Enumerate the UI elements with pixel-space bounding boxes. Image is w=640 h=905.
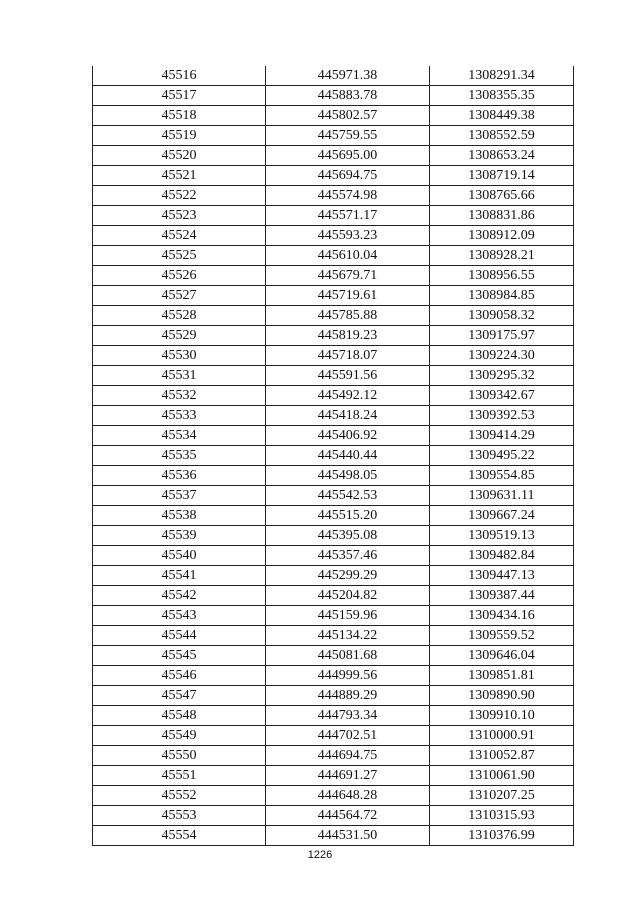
point-id-cell: 45526 xyxy=(93,266,266,286)
point-id-cell: 45518 xyxy=(93,106,266,126)
table-row xyxy=(93,566,574,586)
x-coordinate-cell: 444531.50 xyxy=(266,826,430,846)
x-coordinate-cell: 444702.51 xyxy=(266,726,430,746)
point-id-cell: 45542 xyxy=(93,586,266,606)
point-id-cell: 45519 xyxy=(93,126,266,146)
y-coordinate-cell: 1309910.10 xyxy=(430,706,574,726)
x-coordinate-cell: 445694.75 xyxy=(266,166,430,186)
table-row xyxy=(93,466,574,486)
point-id-cell: 45540 xyxy=(93,546,266,566)
x-coordinate-cell: 445819.23 xyxy=(266,326,430,346)
table-row xyxy=(93,446,574,466)
y-coordinate-cell: 1309559.52 xyxy=(430,626,574,646)
y-coordinate-cell: 1310315.93 xyxy=(430,806,574,826)
point-id-cell: 45533 xyxy=(93,406,266,426)
page-number: 1226 xyxy=(307,849,333,861)
table-row xyxy=(93,726,574,746)
x-coordinate-cell: 445395.08 xyxy=(266,526,430,546)
point-id-cell: 45531 xyxy=(93,366,266,386)
point-id-cell: 45547 xyxy=(93,686,266,706)
x-coordinate-cell: 445357.46 xyxy=(266,546,430,566)
table-row xyxy=(93,706,574,726)
point-id-cell: 45521 xyxy=(93,166,266,186)
point-id-cell: 45543 xyxy=(93,606,266,626)
x-coordinate-cell: 445802.57 xyxy=(266,106,430,126)
y-coordinate-cell: 1309851.81 xyxy=(430,666,574,686)
point-id-cell: 45524 xyxy=(93,226,266,246)
coordinate-table-body xyxy=(93,66,574,846)
point-id-cell: 45546 xyxy=(93,666,266,686)
table-row xyxy=(93,126,574,146)
point-id-cell: 45544 xyxy=(93,626,266,646)
table-row xyxy=(93,246,574,266)
table-row xyxy=(93,166,574,186)
table-row xyxy=(93,426,574,446)
table-row xyxy=(93,486,574,506)
point-id-cell: 45541 xyxy=(93,566,266,586)
y-coordinate-cell: 1309387.44 xyxy=(430,586,574,606)
point-id-cell: 45549 xyxy=(93,726,266,746)
x-coordinate-cell: 444694.75 xyxy=(266,746,430,766)
x-coordinate-cell: 445610.04 xyxy=(266,246,430,266)
table-row xyxy=(93,86,574,106)
point-id-cell: 45553 xyxy=(93,806,266,826)
y-coordinate-cell: 1308956.55 xyxy=(430,266,574,286)
table-row xyxy=(93,526,574,546)
x-coordinate-cell: 445299.29 xyxy=(266,566,430,586)
point-id-cell: 45530 xyxy=(93,346,266,366)
y-coordinate-cell: 1310000.91 xyxy=(430,726,574,746)
x-coordinate-cell: 444889.29 xyxy=(266,686,430,706)
table-row xyxy=(93,406,574,426)
x-coordinate-cell: 444793.34 xyxy=(266,706,430,726)
point-id-cell: 45545 xyxy=(93,646,266,666)
point-id-cell: 45525 xyxy=(93,246,266,266)
table-row xyxy=(93,626,574,646)
y-coordinate-cell: 1308653.24 xyxy=(430,146,574,166)
table-row xyxy=(93,586,574,606)
y-coordinate-cell: 1310052.87 xyxy=(430,746,574,766)
y-coordinate-cell: 1309482.84 xyxy=(430,546,574,566)
x-coordinate-cell: 444648.28 xyxy=(266,786,430,806)
table-row xyxy=(93,826,574,846)
x-coordinate-cell: 445719.61 xyxy=(266,286,430,306)
point-id-cell: 45528 xyxy=(93,306,266,326)
coordinate-table xyxy=(92,66,574,846)
table-row xyxy=(93,286,574,306)
y-coordinate-cell: 1308984.85 xyxy=(430,286,574,306)
x-coordinate-cell: 445883.78 xyxy=(266,86,430,106)
y-coordinate-cell: 1310061.90 xyxy=(430,766,574,786)
y-coordinate-cell: 1308719.14 xyxy=(430,166,574,186)
table-row xyxy=(93,546,574,566)
y-coordinate-cell: 1308355.35 xyxy=(430,86,574,106)
point-id-cell: 45516 xyxy=(93,66,266,86)
y-coordinate-cell: 1308765.66 xyxy=(430,186,574,206)
table-row xyxy=(93,186,574,206)
table-row xyxy=(93,266,574,286)
y-coordinate-cell: 1309646.04 xyxy=(430,646,574,666)
y-coordinate-cell: 1309667.24 xyxy=(430,506,574,526)
x-coordinate-cell: 444999.56 xyxy=(266,666,430,686)
y-coordinate-cell: 1309495.22 xyxy=(430,446,574,466)
point-id-cell: 45551 xyxy=(93,766,266,786)
x-coordinate-cell: 445593.23 xyxy=(266,226,430,246)
point-id-cell: 45523 xyxy=(93,206,266,226)
y-coordinate-cell: 1309342.67 xyxy=(430,386,574,406)
table-row xyxy=(93,666,574,686)
point-id-cell: 45517 xyxy=(93,86,266,106)
x-coordinate-cell: 445542.53 xyxy=(266,486,430,506)
table-row xyxy=(93,346,574,366)
x-coordinate-cell: 445440.44 xyxy=(266,446,430,466)
table-row xyxy=(93,646,574,666)
table-row xyxy=(93,746,574,766)
y-coordinate-cell: 1308291.34 xyxy=(430,66,574,86)
y-coordinate-cell: 1308831.86 xyxy=(430,206,574,226)
point-id-cell: 45552 xyxy=(93,786,266,806)
x-coordinate-cell: 445574.98 xyxy=(266,186,430,206)
x-coordinate-cell: 445759.55 xyxy=(266,126,430,146)
y-coordinate-cell: 1309175.97 xyxy=(430,326,574,346)
y-coordinate-cell: 1309554.85 xyxy=(430,466,574,486)
table-row xyxy=(93,106,574,126)
x-coordinate-cell: 445695.00 xyxy=(266,146,430,166)
x-coordinate-cell: 445159.96 xyxy=(266,606,430,626)
x-coordinate-cell: 444564.72 xyxy=(266,806,430,826)
y-coordinate-cell: 1308552.59 xyxy=(430,126,574,146)
table-row xyxy=(93,146,574,166)
table-row xyxy=(93,686,574,706)
y-coordinate-cell: 1309224.30 xyxy=(430,346,574,366)
table-row xyxy=(93,806,574,826)
x-coordinate-cell: 445571.17 xyxy=(266,206,430,226)
point-id-cell: 45527 xyxy=(93,286,266,306)
y-coordinate-cell: 1309447.13 xyxy=(430,566,574,586)
x-coordinate-cell: 445406.92 xyxy=(266,426,430,446)
table-row xyxy=(93,226,574,246)
x-coordinate-cell: 445515.20 xyxy=(266,506,430,526)
x-coordinate-cell: 445971.38 xyxy=(266,66,430,86)
point-id-cell: 45554 xyxy=(93,826,266,846)
y-coordinate-cell: 1309414.29 xyxy=(430,426,574,446)
x-coordinate-cell: 445492.12 xyxy=(266,386,430,406)
point-id-cell: 45538 xyxy=(93,506,266,526)
x-coordinate-cell: 444691.27 xyxy=(266,766,430,786)
point-id-cell: 45529 xyxy=(93,326,266,346)
x-coordinate-cell: 445591.56 xyxy=(266,366,430,386)
y-coordinate-cell: 1309890.90 xyxy=(430,686,574,706)
x-coordinate-cell: 445204.82 xyxy=(266,586,430,606)
point-id-cell: 45536 xyxy=(93,466,266,486)
x-coordinate-cell: 445679.71 xyxy=(266,266,430,286)
y-coordinate-cell: 1308449.38 xyxy=(430,106,574,126)
y-coordinate-cell: 1309519.13 xyxy=(430,526,574,546)
x-coordinate-cell: 445418.24 xyxy=(266,406,430,426)
point-id-cell: 45548 xyxy=(93,706,266,726)
table-row xyxy=(93,206,574,226)
y-coordinate-cell: 1309058.32 xyxy=(430,306,574,326)
y-coordinate-cell: 1308928.21 xyxy=(430,246,574,266)
x-coordinate-cell: 445134.22 xyxy=(266,626,430,646)
point-id-cell: 45537 xyxy=(93,486,266,506)
x-coordinate-cell: 445785.88 xyxy=(266,306,430,326)
point-id-cell: 45532 xyxy=(93,386,266,406)
y-coordinate-cell: 1310376.99 xyxy=(430,826,574,846)
table-row xyxy=(93,766,574,786)
table-row xyxy=(93,386,574,406)
y-coordinate-cell: 1309631.11 xyxy=(430,486,574,506)
point-id-cell: 45550 xyxy=(93,746,266,766)
point-id-cell: 45534 xyxy=(93,426,266,446)
y-coordinate-cell: 1309295.32 xyxy=(430,366,574,386)
table-row xyxy=(93,366,574,386)
point-id-cell: 45522 xyxy=(93,186,266,206)
x-coordinate-cell: 445081.68 xyxy=(266,646,430,666)
table-row xyxy=(93,306,574,326)
table-row xyxy=(93,66,574,86)
x-coordinate-cell: 445498.05 xyxy=(266,466,430,486)
table-row xyxy=(93,326,574,346)
point-id-cell: 45520 xyxy=(93,146,266,166)
point-id-cell: 45539 xyxy=(93,526,266,546)
table-row xyxy=(93,786,574,806)
table-row xyxy=(93,606,574,626)
table-row xyxy=(93,506,574,526)
y-coordinate-cell: 1309434.16 xyxy=(430,606,574,626)
y-coordinate-cell: 1310207.25 xyxy=(430,786,574,806)
y-coordinate-cell: 1308912.09 xyxy=(430,226,574,246)
point-id-cell: 45535 xyxy=(93,446,266,466)
y-coordinate-cell: 1309392.53 xyxy=(430,406,574,426)
x-coordinate-cell: 445718.07 xyxy=(266,346,430,366)
